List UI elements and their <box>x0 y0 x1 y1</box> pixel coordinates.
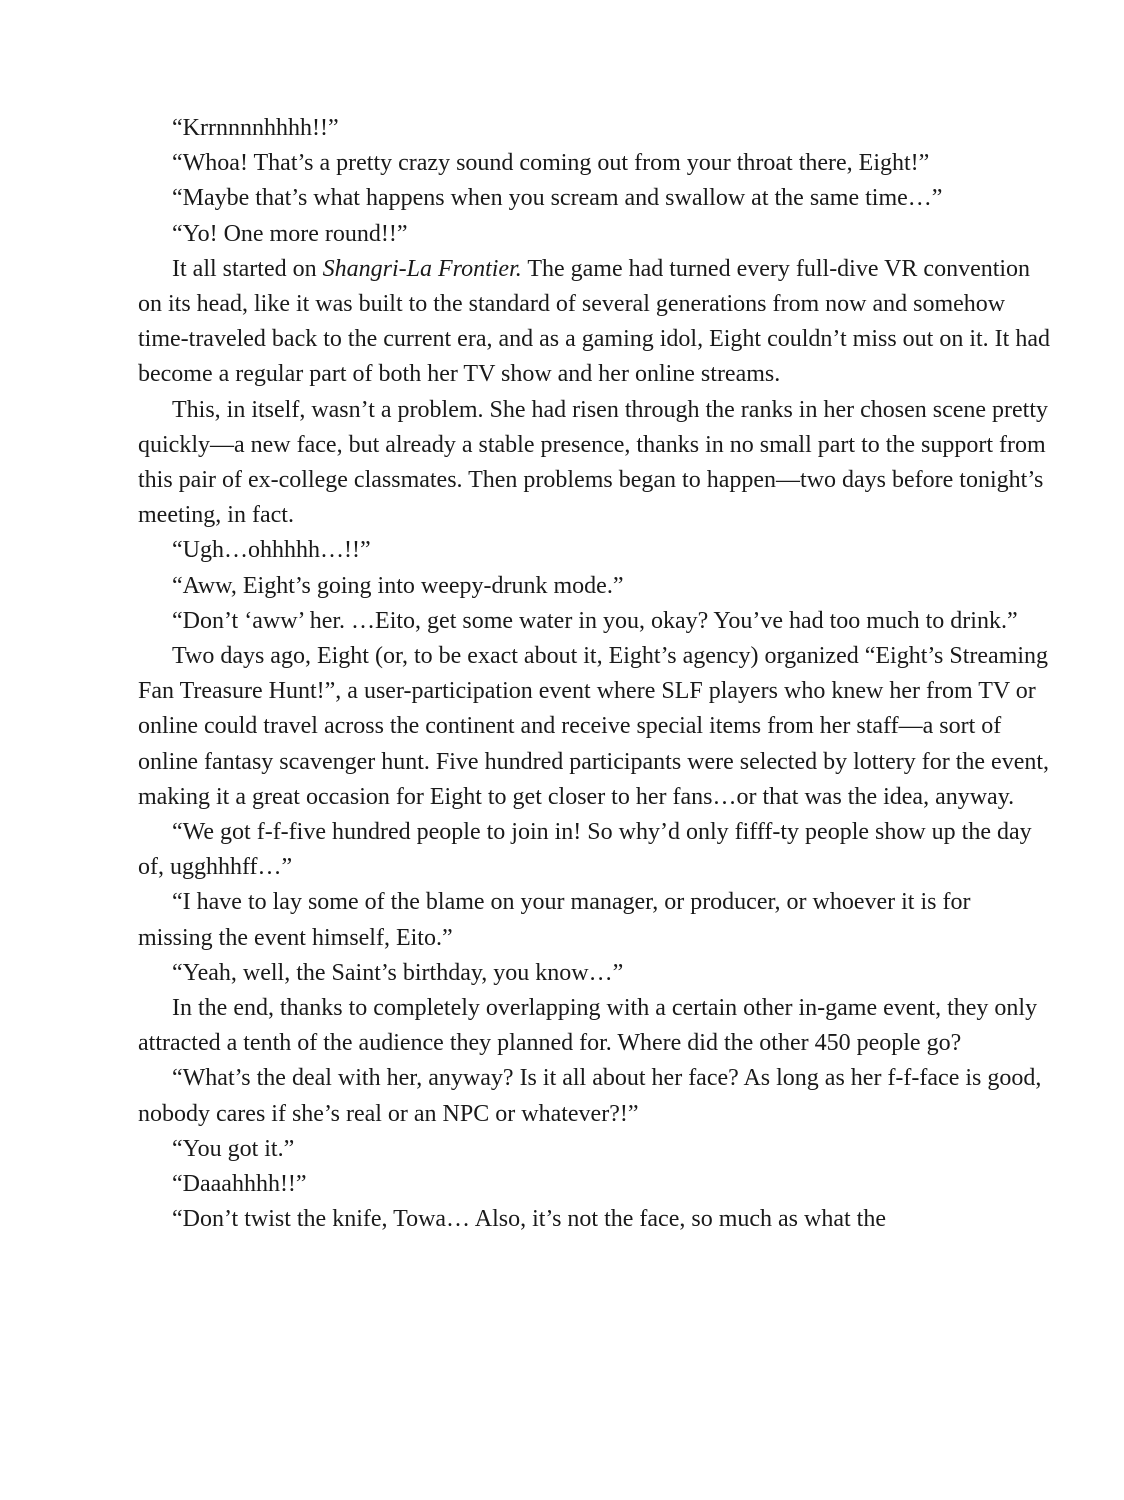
paragraph: “What’s the deal with her, anyway? Is it all about her face? As long as her f-f-face is good, nobody cares if she’s real or an NPC or whatever?!” <box>138 1065 1042 1127</box>
paragraph: “Krrnnnnhhhh!!” <box>172 115 339 141</box>
paragraph: “Yeah, well, the Saint’s birthday, you know…” <box>172 959 624 986</box>
paragraph-text: The game had turned every full-dive VR convention on its head, like it was built to the standard of several generations from now and somehow time-traveled back to the current era, and as a gaming idol, Eight couldn’t miss out on it. It had become a regular part of both her TV show and her online streams. <box>138 255 1050 388</box>
paragraph-text: It all started on <box>172 255 323 282</box>
paragraph: “Ugh…ohhhhh…!!” <box>172 537 371 564</box>
book-page <box>138 111 1050 1238</box>
paragraph: “Whoa! That’s a pretty crazy sound coming out from your throat there, Eight!” <box>172 150 930 177</box>
game-title: Shangri-La Frontier. <box>322 255 522 282</box>
paragraph <box>138 252 1050 393</box>
paragraph: “Aww, Eight’s going into weepy-drunk mode.” <box>172 572 624 599</box>
paragraph: “Yo! One more round!!” <box>172 220 408 247</box>
paragraph: In the end, thanks to completely overlapping with a certain other in-game event, they only attracted a tenth of the audience they planned for. Where did the other 450 people go? <box>138 995 1038 1057</box>
paragraph: This, in itself, wasn’t a problem. She had risen through the ranks in her chosen scene pretty quickly—a new face, but already a stable presence, thanks in no small part to the support from this pair of ex-college classmates. Then problems began to happen—two days before tonight’s meeting, in fact. <box>138 396 1049 529</box>
paragraph: “Don’t twist the knife, Towa… Also, it’s not the face, so much as what the <box>172 1206 886 1233</box>
paragraph: “You got it.” <box>172 1135 295 1162</box>
paragraph: “Daaahhhh!!” <box>172 1171 307 1198</box>
paragraph: “We got f-f-five hundred people to join in! So why’d only fifff-ty people show up the day of, ugghhhff…” <box>138 819 1032 881</box>
paragraph: “I have to lay some of the blame on your manager, or producer, or whoever it is for missing the event himself, Eito.” <box>138 889 971 951</box>
paragraph: “Maybe that’s what happens when you scream and swallow at the same time…” <box>172 185 943 212</box>
paragraph: Two days ago, Eight (or, to be exact about it, Eight’s agency) organized “Eight’s Streaming Fan Treasure Hunt!”, a user-participation event where SLF players who knew her from TV or online could travel across the continent and receive special items from her staff—a sort of online fantasy scavenger hunt. Five hundred participants were selected by lottery for the event, making it a great occasion for Eight to get closer to her fans…or that was the idea, anyway. <box>138 643 1050 810</box>
paragraph: “Don’t ‘aww’ her. …Eito, get some water in you, okay? You’ve had too much to drink.” <box>172 607 1018 634</box>
